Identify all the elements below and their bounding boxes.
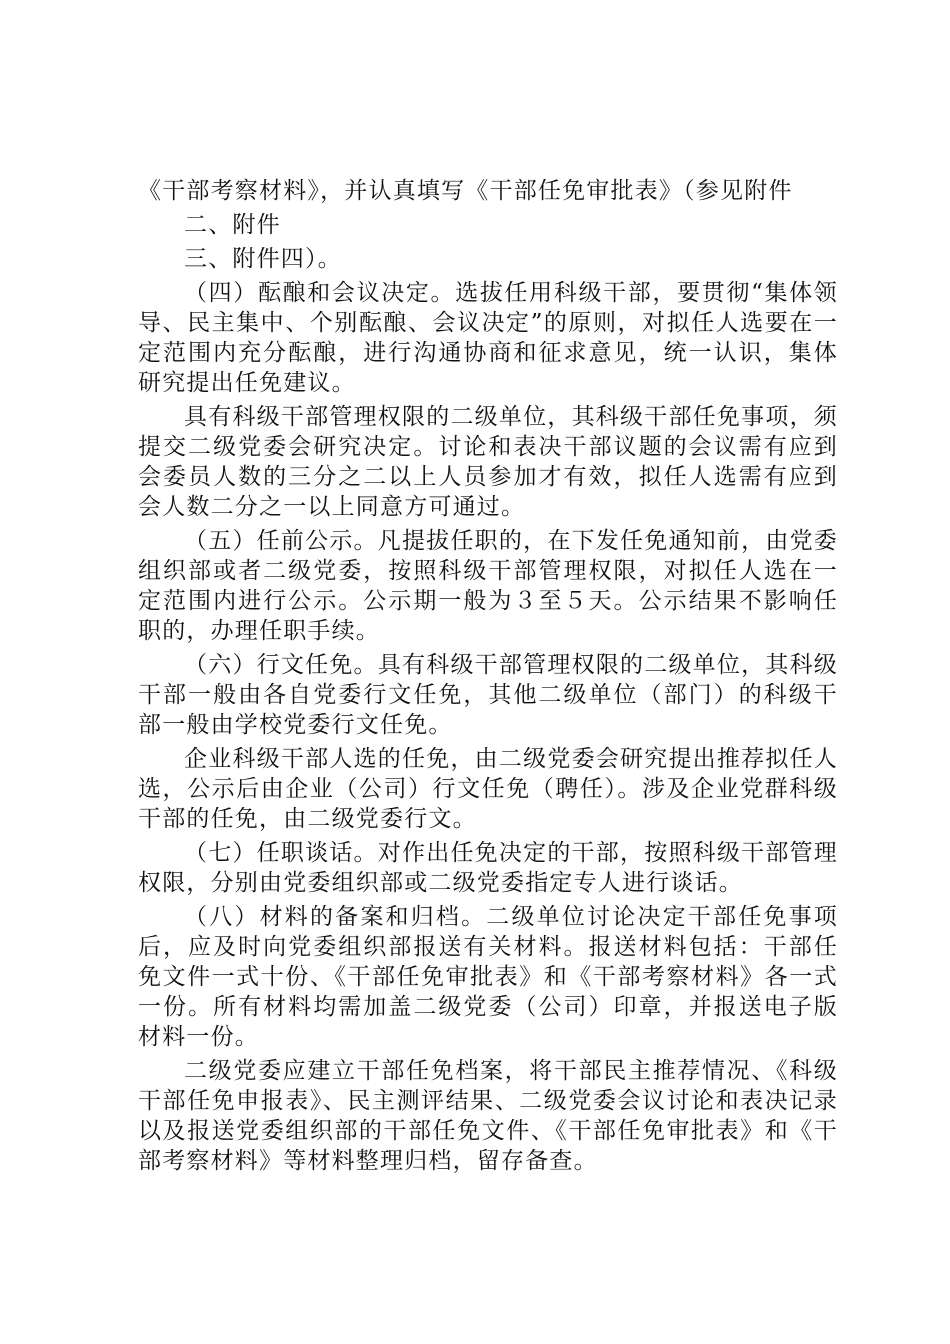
- paragraph-section-seven: （七）任职谈话。对作出任免决定的干部，按照科级干部管理权限，分别由党委组织部或二级党委指定专人进行谈话。: [138, 840, 838, 896]
- paragraph-section-five: （五）任前公示。凡提拔任职的，在下发任免通知前，由党委组织部或者二级党委，按照科级干部管理权限，对拟任人选在一定范围内进行公示。公示期一般为３至５天。公示结果不影响任职的，办理任职手续。: [138, 528, 838, 644]
- paragraph-archive: 二级党委应建立干部任免档案，将干部民主推荐情况、《科级干部任免申报表》、民主测评结果、二级党委会议讨论和表决记录以及报送党委组织部的干部任免文件、《干部任免审批表》和《干部考察材料》等材料整理归档，留存备查。: [138, 1058, 838, 1174]
- paragraph-enterprise-appointment: 企业科级干部人选的任免，由二级党委会研究提出推荐拟任人选，公示后由企业（公司）行文任免（聘任）。涉及企业党群科级干部的任免，由二级党委行文。: [138, 746, 838, 832]
- paragraph-attachment-two: 二、附件: [184, 212, 281, 238]
- paragraph-continuation: 《干部考察材料》，并认真填写《干部任免审批表》（参见附件: [138, 178, 793, 204]
- paragraph-section-eight: （八）材料的备案和归档。二级单位讨论决定干部任免事项后，应及时向党委组织部报送有关材料。报送材料包括：干部任免文件一式十份、《干部任免审批表》和《干部考察材料》各一式一份。所有材料均需加盖二级党委（公司）印章，并报送电子版材料一份。: [138, 904, 838, 1050]
- paragraph-secondary-unit-authority: 具有科级干部管理权限的二级单位，其科级干部任免事项，须提交二级党委会研究决定。讨论和表决干部议题的会议需有应到会委员人数的三分之二以上人员参加才有效，拟任人选需有应到会人数二分之一以上同意方可通过。: [138, 404, 838, 520]
- paragraph-section-six: （六）行文任免。具有科级干部管理权限的二级单位，其科级干部一般由各自党委行文任免，其他二级单位（部门）的科级干部一般由学校党委行文任免。: [138, 652, 838, 738]
- document-body: [138, 176, 838, 1180]
- paragraph-attachment-three: 三、附件四）。: [184, 246, 342, 272]
- paragraph-section-four: （四）酝酿和会议决定。选拔任用科级干部，要贯彻“集体领导、民主集中、个别酝酿、会议决定”的原则，对拟任人选要在一定范围内充分酝酿，进行沟通协商和征求意见，统一认识，集体研究提出任免建议。: [138, 280, 838, 396]
